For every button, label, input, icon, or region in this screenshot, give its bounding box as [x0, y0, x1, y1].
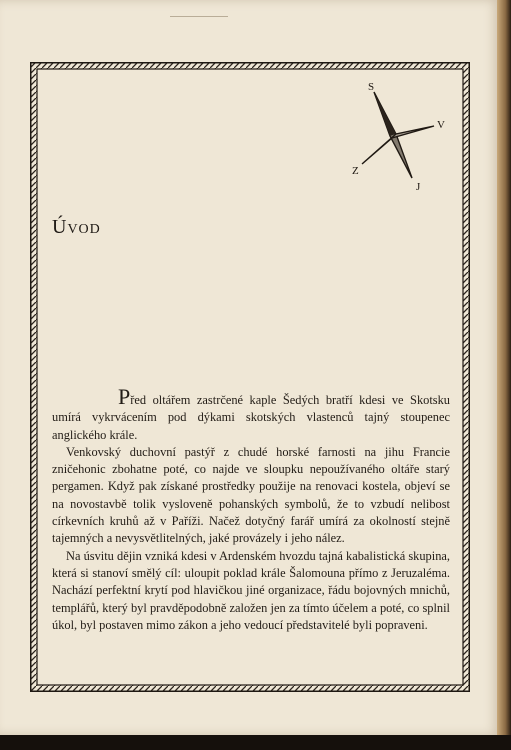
- page-edge: [497, 0, 511, 735]
- paragraph-text: řed oltářem zastrčené kaple Šedých bratří kdesi ve Skotsku umírá vykrvácením pod dýkami skotských vlastenců tajný stoupenec anglického krále.: [52, 393, 450, 442]
- compass-west-label: Z: [352, 165, 359, 177]
- paragraph-1: [52, 384, 450, 444]
- compass-south-label: J: [416, 181, 421, 193]
- compass-north-label: S: [368, 81, 375, 93]
- compass-east-label: V: [437, 119, 445, 131]
- paragraph-3: Na úsvitu dějin vzniká kdesi v Ardenském hvozdu tajná kabalistická skupina, která si stanoví smělý cíl: uloupit poklad krále Šalomouna přímo z Jeruzaléma. Nachází perfektní krytí pod hlavičkou jiné organizace, řádu bojovných mnichů, templářů, který byl pravděpodobně založen jen za tímto účelem a poté, co splnil úkol, byl postaven mimo zákon a jeho vedoucí představitelé byli popraveni.: [52, 548, 450, 632]
- drop-cap: P: [118, 384, 131, 409]
- bottom-edge: [0, 735, 511, 750]
- compass-rose-icon: [340, 78, 450, 198]
- chapter-heading: Úvod: [52, 216, 101, 238]
- paragraph-2: Venkovský duchovní pastýř z chudé horské farnosti na jihu Francie zničehonic zbohatne poté, co najde ve sloupku nepoužívaného oltáře starý pergamen. Když pak získané prostředky použije na renovaci kostela, objeví se na novostavbě tolik vysloveně pohanských symbolů, že to vzbudí nelibost církevních kruhů až v Paříži. Načež dotyčný farář umírá za okolností stejně tajemných a nevysvětlitelných, jaké provázely i jeho nález.: [52, 444, 450, 546]
- header-rule: [170, 16, 228, 17]
- chapter-body: [52, 384, 450, 634]
